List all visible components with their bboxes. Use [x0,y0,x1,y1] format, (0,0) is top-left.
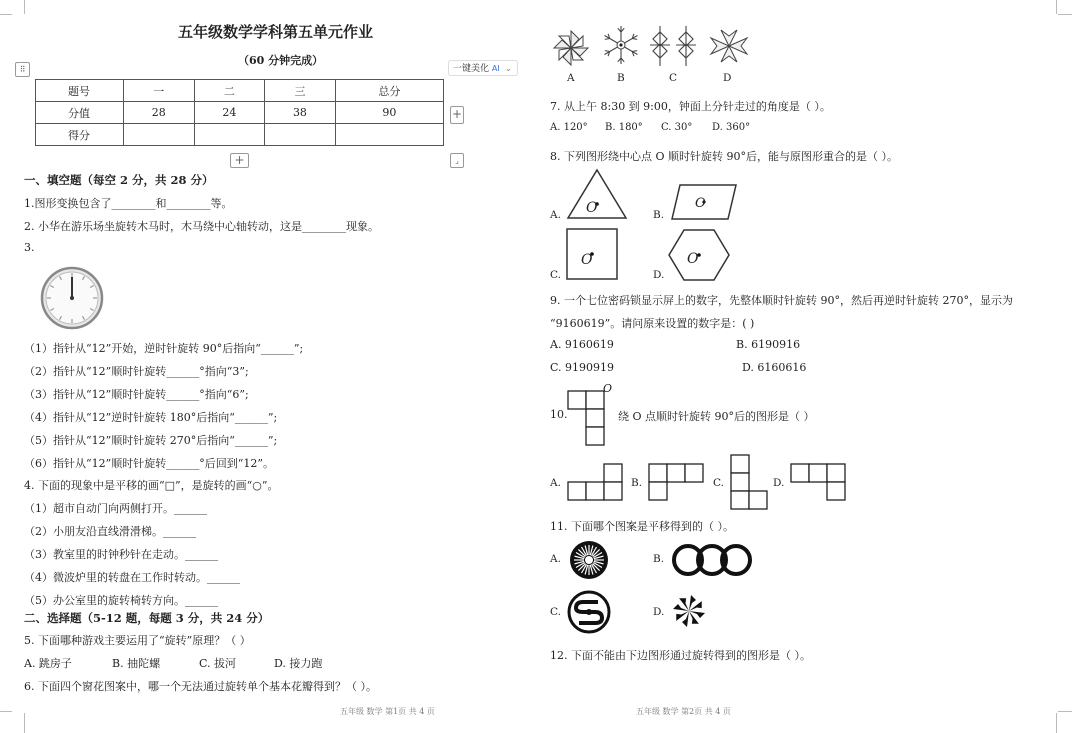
question-12: 12. 下面不能由下边图形通过旋转得到的图形是（ ）。 [550,649,811,662]
table-row [36,80,444,102]
q10-original-figure [567,390,607,446]
hexagon-shape [668,229,730,281]
point-o-label: O [581,252,593,268]
question-9-option-d: D. 6160616 [742,361,807,374]
resize-icon: ⌟ [455,156,459,165]
question-9-option-a: A. 9160619 [550,338,614,351]
question-4-item-1: （1）超市自动门向两侧打开。______ [24,502,207,515]
crop-mark [1056,0,1071,14]
q11-label-d: D. [653,606,665,618]
question-4-item-2: （2）小朋友沿直线滑滑梯。______ [24,525,196,538]
point-o-label: O [586,200,598,216]
question-8: 8. 下列图形绕中心点 O 顺时针旋转 90°后，能与原图形重合的是（ ）。 [550,150,898,163]
question-10-number: 10. [550,408,568,421]
crop-mark [10,0,25,14]
plus-icon: + [451,107,463,121]
question-5: 5. 下面哪种游戏主要运用了“旋转”原理？（ ） [24,634,251,647]
question-7-option-c: C. 30° [661,122,693,133]
page-2-footer: 五年级 数学 第2页 共 4 页 [636,707,731,716]
question-5-option-b: B. 抽陀螺 [112,657,161,670]
question-10-text: 绕 O 点顺时针旋转 90°后的图形是（ ） [618,410,815,423]
drag-handle-icon: ⠿ [19,65,26,74]
q10-option-c-figure [730,454,770,510]
point-o-label: O [695,196,706,211]
q10-label-a: A. [550,477,561,489]
question-5-option-c: C. 拔河 [199,657,237,670]
q10-label-d: D. [773,477,785,489]
table-cell: 38 [265,102,336,124]
table-cell: 90 [335,102,443,124]
q10-label-c: C. [713,477,724,489]
ai-badge: AI [491,64,500,73]
q8-label-d: D. [653,269,665,281]
crop-mark [0,711,12,726]
question-4: 4. 下面的现象中是平移的画“□”，是旋转的画“○”。 [24,479,279,492]
three-rings-pattern [671,542,753,578]
question-9-line-2: “9160619”。请问原来设置的数字是：( ) [550,317,755,330]
q11-label-b: B. [653,553,665,565]
point-o-label: O [687,251,699,267]
table-cell: 得分 [36,124,124,146]
pattern-label-a: A [567,72,575,84]
question-9-option-c: C. 9190919 [550,361,615,374]
table-row [36,102,444,124]
question-3-item-4: （4）指针从“12”逆时针旋转 180°后指向“______”; [24,411,278,424]
add-row-button[interactable] [230,153,249,168]
section-1-heading: 一、填空题（每空 2 分，共 28 分） [24,173,214,187]
beautify-label: 一键美化 [453,64,490,74]
question-11: 11. 下面哪个图案是平移得到的（ ）。 [550,520,734,533]
add-column-button[interactable] [450,106,464,124]
q10-option-b-figure [648,463,704,501]
table-cell: 分值 [36,102,124,124]
table-cell[interactable] [194,124,265,146]
question-3-item-5: （5）指针从“12”顺时针旋转 270°后指向“______”; [24,434,278,447]
question-5-option-d: D. 接力跑 [274,657,323,670]
table-cell[interactable] [335,124,443,146]
crop-mark [1058,14,1072,29]
crop-mark [10,713,25,733]
q10-option-d-figure [790,463,846,501]
q8-label-c: C. [550,269,561,281]
q8-label-a: A. [550,209,561,221]
table-header-cell: 二 [194,80,265,102]
table-header-cell: 题号 [36,80,124,102]
question-7-option-a: A. 120° [550,122,588,133]
crop-mark [0,14,12,29]
question-4-item-4: （4）微波炉里的转盘在工作时转动。______ [24,571,240,584]
beautify-button[interactable] [448,60,518,76]
question-2: 2. 小华在游乐场坐旋转木马时，木马绕中心轴转动，这是________现象。 [24,220,379,233]
table-cell: 28 [124,102,195,124]
score-table [35,79,444,146]
clock-image [40,266,104,330]
crop-mark [1058,711,1072,726]
window-pattern-b [600,24,642,66]
table-resize-handle[interactable] [450,153,464,168]
pattern-label-c: C [669,72,678,84]
plus-icon: + [234,153,245,167]
q11-label-c: C. [550,606,561,618]
sunburst-pattern [569,540,609,580]
question-5-option-a: A. 跳房子 [24,657,72,670]
q10-option-a-figure [567,463,623,501]
question-9-line-1: 9. 一个七位密码锁显示屏上的数字，先整体顺时针旋转 90°，然后再逆时针旋转 270°，显示为 [550,294,1013,307]
pattern-label-d: D [723,72,732,84]
question-7-option-d: D. 360° [712,122,751,133]
window-pattern-a [551,28,591,68]
question-7: 7. 从上午 8:30 到 9:00，钟面上分针走过的角度是（ ）。 [550,100,831,113]
question-3-item-1: （1）指针从“12”开始，逆时针旋转 90°后指向“______”; [24,342,304,355]
question-4-item-3: （3）教室里的时钟秒针在走动。______ [24,548,218,561]
table-header-cell: 一 [124,80,195,102]
table-cell[interactable] [265,124,336,146]
table-row [36,124,444,146]
page-title: 五年级数学学科第五单元作业 [178,23,374,41]
table-cell: 24 [194,102,265,124]
table-cell[interactable] [124,124,195,146]
question-3-item-6: （6）指针从“12”顺时针旋转______°后回到“12”。 [24,457,274,470]
question-9-option-b: B. 6190916 [736,338,801,351]
pinwheel-star-pattern [670,591,708,631]
q8-label-b: B. [653,209,665,221]
page-subtitle: （60 分钟完成） [238,54,324,67]
point-o-label: O [603,382,613,395]
q10-label-b: B. [631,477,643,489]
page-1-footer: 五年级 数学 第1页 共 4 页 [340,707,435,716]
window-pattern-c [648,24,700,68]
chevron-down-icon: ⌄ [504,64,513,74]
question-3-item-2: （2）指针从“12”顺时针旋转______°指向“3”; [24,365,249,378]
question-6: 6. 下面四个窗花图案中，哪一个无法通过旋转单个基本花瓣得到？（ ）。 [24,680,377,693]
table-drag-handle[interactable] [15,62,30,77]
table-header-cell: 三 [265,80,336,102]
q11-label-a: A. [550,553,561,565]
window-pattern-d [707,26,751,66]
question-3-item-3: （3）指针从“12”顺时针旋转______°指向“6”; [24,388,249,401]
s-circle-pattern [567,590,611,634]
pattern-label-b: B [617,72,625,84]
section-2-heading: 二、选择题（5-12 题，每题 3 分，共 24 分） [24,611,270,625]
question-7-option-b: B. 180° [605,122,643,133]
question-3: 3. [24,241,35,254]
question-4-item-5: （5）办公室里的旋转椅转方向。______ [24,594,218,607]
table-header-cell: 总分 [335,80,443,102]
question-1: 1.图形变换包含了________和________等。 [24,197,233,210]
